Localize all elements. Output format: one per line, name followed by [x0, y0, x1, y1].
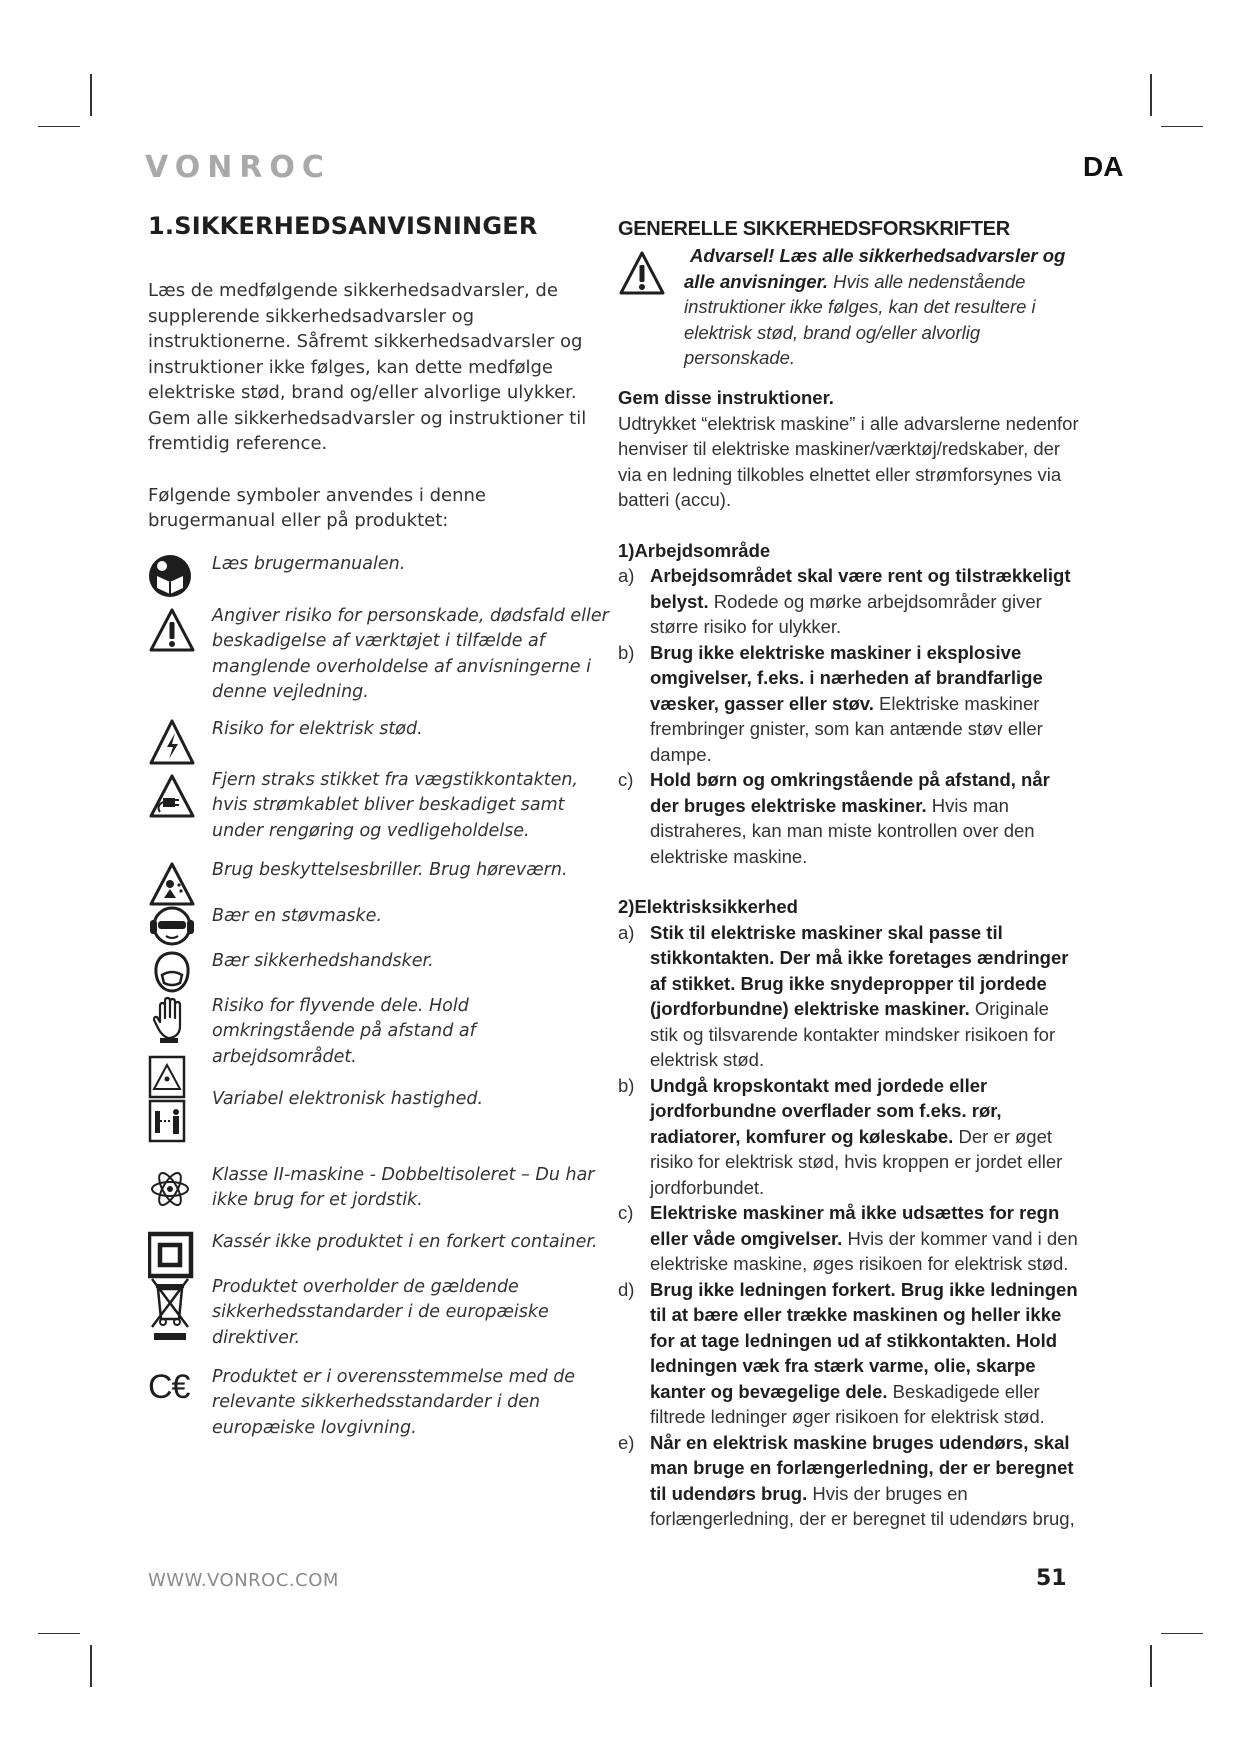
crop-mark: [90, 1645, 92, 1687]
flying-debris-icon: [148, 858, 196, 910]
footer-url: WWW.VONROC.COM: [148, 1570, 339, 1591]
keep-title: Gem disse instruktioner.: [618, 387, 834, 408]
warning-triangle-icon: [618, 249, 666, 297]
list-item: [618, 920, 1080, 1073]
item-bold: Brug ikke elektriske maskiner i eksplosive omgivelser, f.eks. i nærheden af brandfarlige væsker, gasser eller støv.: [650, 641, 1043, 714]
item-label: a): [618, 921, 635, 943]
symbol-text: Bær en støvmaske.: [212, 905, 382, 926]
item-bold: Undgå kropskontakt med jordede eller jordforbundne overflader som f.eks. rør, radiatorer, komfurer og køleskabe.: [650, 1074, 1002, 1147]
unplug-icon: [148, 768, 196, 820]
list-item: [618, 1073, 1080, 1201]
section-heading: 1)Arbejdsområde: [618, 539, 771, 561]
gloves-icon: [148, 994, 196, 1046]
language-tag: DA: [1083, 151, 1124, 182]
item-label: d): [618, 1278, 635, 1300]
section-electrical-safety: [618, 894, 1080, 1532]
section-title: GENERELLE SIKKERHEDSFORSKRIFTER: [618, 218, 1010, 240]
crop-mark: [90, 74, 92, 116]
symbol-text: Variabel elektronisk hastighed.: [212, 1088, 484, 1109]
list-item: [618, 1430, 1080, 1532]
keep-distance-icon: [148, 1055, 196, 1145]
item-label: c): [618, 1202, 634, 1223]
symbol-text: Bær sikkerhedshandsker.: [212, 950, 434, 971]
keep-instructions: [618, 385, 1080, 411]
item-label: a): [618, 565, 635, 586]
item-text: Originale stik og tilsvarende kontakter mindsker risikoen for elektrisk stød.: [650, 998, 1056, 1070]
symbol-text: Brug beskyttelsesbriller. Brug høreværn.: [212, 859, 568, 880]
warning-triangle-icon: [148, 604, 196, 656]
list-item: [618, 1200, 1080, 1277]
item-text: Elektriske maskiner frembringer gnister, som kan antænde støv eller dampe.: [650, 692, 1043, 765]
page-title: 1.SIKKERHEDSANVISNINGER: [148, 212, 538, 240]
symbols-intro: Følgende symboler anvendes i denne brugermanual eller på produktet:: [148, 484, 486, 531]
crop-mark: [38, 1633, 80, 1634]
item-text: Der er øget risiko for elektrisk stød, hvis kroppen er jordet eller jordforbundet.: [650, 1125, 1063, 1198]
item-text: Hvis der kommer vand i den elektriske maskine, øges risikoen for elektrisk stød.: [650, 1227, 1078, 1274]
right-column: [618, 218, 1080, 1532]
item-text: Rodede og mørke arbejdsområder giver større risiko for ulykker.: [650, 590, 1042, 637]
warning-rest: Hvis alle nedenstående instruktioner ikke følges, kan det resultere i elektrisk stød, brand og/eller alvorlig personskade.: [684, 270, 1036, 368]
keep-text: Udtrykket “elektrisk maskine” i alle advarslerne nedenfor henviser til elektriske maskiner/værktøj/redskaber, der via en ledning tilkobles elnettet eller strømforsynes via batteri (accu).: [618, 412, 1079, 510]
list-item: [618, 640, 1080, 768]
page-number: 51: [1036, 1566, 1067, 1591]
item-text: Beskadigede eller filtrede ledninger øger risikoen for elektrisk stød.: [650, 1380, 1045, 1427]
section-heading: 2)Elektrisksikkerhed: [618, 896, 798, 917]
item-bold: Stik til elektriske maskiner skal passe til stikkontakten. Der må ikke foretages ændringer af stikket. Brug ikke snydepropper til jordede (jordforbundne) elektriske maskiner.: [650, 921, 1069, 1019]
symbol-text: Risiko for flyvende dele. Hold omkringstående på afstand af arbejdsområdet.: [212, 995, 476, 1067]
item-bold: Når en elektrisk maskine bruges udendørs, skal man bruge en forlængerledning, der er beregnet til udendørs brug.: [650, 1431, 1074, 1504]
symbol-text: Fjern straks stikket fra vægstikkontakten, hvis strømkablet bliver beskadiget samt under rengøring og vedligeholdelse.: [212, 769, 578, 841]
variable-speed-icon: [148, 1163, 196, 1215]
symbol-text: Angiver risiko for personskade, dødsfald eller beskadigelse af værktøjet i tilfælde af manglende overholdelse af anvisningerne i denne vejledning.: [212, 605, 609, 702]
warning-text: [684, 243, 1084, 371]
crop-mark: [1161, 126, 1203, 127]
brand-logo: VONROC: [145, 150, 331, 185]
item-bold: Brug ikke ledningen forkert. Brug ikke ledningen til at bære eller trække maskinen og heller ikke for at tage ledningen ud af stikkontakten. Hold ledningen væk fra stærk varme, olie, skarpe kanter og bevægelige dele.: [650, 1278, 1078, 1402]
symbol-text: Klasse II-maskine - Dobbeltisoleret – Du har ikke brug for et jordstik.: [212, 1164, 595, 1210]
left-column: [148, 212, 609, 1438]
intro-paragraph: Læs de medfølgende sikkerhedsadvarsler, de supplerende sikkerhedsadvarsler og instruktionerne. Såfremt sikkerhedsadvarsler og instruktioner ikke følges, kan dette medfølge elektriske stød, brand og/eller alvorlige ulykker. Gem alle sikkerhedsadvarsler og instruktioner til fremtidig reference.: [148, 280, 587, 454]
item-bold: Hold børn og omkringstående på afstand, når der bruges elektriske maskiner.: [650, 769, 1050, 816]
list-item: [618, 1277, 1080, 1430]
symbol-text: Risiko for elektrisk stød.: [212, 718, 423, 739]
crop-mark: [38, 126, 80, 127]
crop-mark: [1150, 1645, 1152, 1687]
electric-shock-icon: [148, 717, 196, 769]
crop-mark: [1150, 74, 1152, 116]
symbol-text: Læs brugermanualen.: [212, 553, 406, 574]
symbol-text: Produktet er i overensstemmelse med de relevante sikkerhedsstandarder i den europæiske lovgivning.: [212, 1366, 576, 1438]
item-label: b): [618, 641, 635, 663]
crop-mark: [1161, 1633, 1203, 1634]
list-item: [618, 563, 1080, 640]
section-work-area: [618, 538, 1080, 870]
weee-bin-icon: [148, 1275, 196, 1345]
item-label: c): [618, 769, 634, 790]
item-label: e): [618, 1431, 635, 1453]
symbol-text: Kassér ikke produktet i en forkert container.: [212, 1231, 598, 1252]
item-text: Hvis der bruges en forlængerledning, der er beregnet til udendørs brug,: [650, 1482, 1075, 1529]
item-bold: Arbejdsområdet skal være rent og tilstrækkeligt belyst.: [650, 565, 1071, 612]
ce-mark-icon: C€: [148, 1367, 190, 1406]
item-label: b): [618, 1074, 635, 1096]
warning-block: [618, 243, 1080, 375]
item-bold: Elektriske maskiner må ikke udsættes for regn eller våde omgivelser.: [650, 1202, 1060, 1249]
read-manual-icon: [148, 552, 196, 604]
item-text: Hvis man distraheres, kan man miste kontrollen over den elektriske maskine.: [650, 794, 1035, 867]
warning-bold: Advarsel! Læs alle sikkerhedsadvarsler og alle anvisninger.: [684, 245, 1066, 292]
symbol-text: Produktet overholder de gældende sikkerhedsstandarder i de europæiske direktiver.: [212, 1276, 549, 1348]
list-item: [618, 767, 1080, 869]
